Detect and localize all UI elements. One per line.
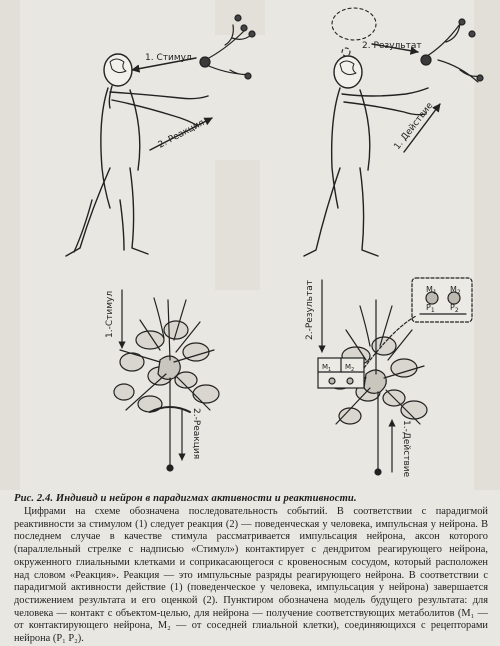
result-thought-bubble (332, 8, 376, 65)
svg-text:M1: $M_1$ (426, 285, 437, 296)
svg-text:P1: $P_1$ (426, 303, 435, 314)
label-reaction: 2. Реакция (156, 117, 207, 151)
person-figure (304, 56, 428, 256)
receptor-inset (412, 278, 472, 322)
label-reaction: 2.-Реакция (191, 408, 201, 460)
label-action: 1. Действие (392, 100, 436, 152)
panel-neuron-activity (318, 278, 472, 475)
svg-text:M1: $M_1$ (322, 363, 332, 373)
body-paragraph: Цифрами на схеме обозначена последовательность событий. В соответствии с парадигмой реактивности за стимулом (1) следует реакция (2) — поведенческая у человека, импульсная у нейрона. В последнем случае в качестве стимула рассматривается импульсация нейрона, аксон которого (параллельный стрелке с надписью «Стимул») контактирует с дендритом реагирующего нейрона, окруженного глиальными клетками и соприкасающегося с кровеносным сосудом, который расположен над словом «Реакция». Реакция — это импульсные разряды реагирующего нейрона. В соответствии с парадигмой активности действие (1) (поведенческое у человека, импульсация у нейрона) завершается достижением результата и его оценкой (2). Пунктиром обозначена модель будущего результата: для человека — контакт с объектом-целью, для нейрона — получение соответствующих метаболитов (M₁ — от контактирующего нейрона, M₂ — от соседней глиальной клетки), соединяющихся с рецепторами нейрона (P₁ P₂). (14, 506, 488, 645)
svg-text:P2: $P_2$ (450, 303, 459, 314)
label-action: 1.-Действие (401, 420, 411, 478)
label-stimulus: 1. Стимул (145, 53, 192, 63)
person-figure (66, 54, 208, 256)
figure-caption: Рис. 2.4. Индивид и нейрон в парадигмах активности и реактивности. (14, 493, 357, 504)
panel-neuron-reactivity (114, 290, 219, 471)
label-result: 2. Результат (362, 41, 422, 51)
svg-text:M2: $M_2$ (345, 363, 355, 373)
label-stimulus: 1.-Стимул (105, 290, 115, 338)
svg-text:M2: $M_2$ (450, 285, 461, 296)
tree-branch (421, 19, 483, 82)
label-result: 2.-Результат (305, 280, 315, 340)
